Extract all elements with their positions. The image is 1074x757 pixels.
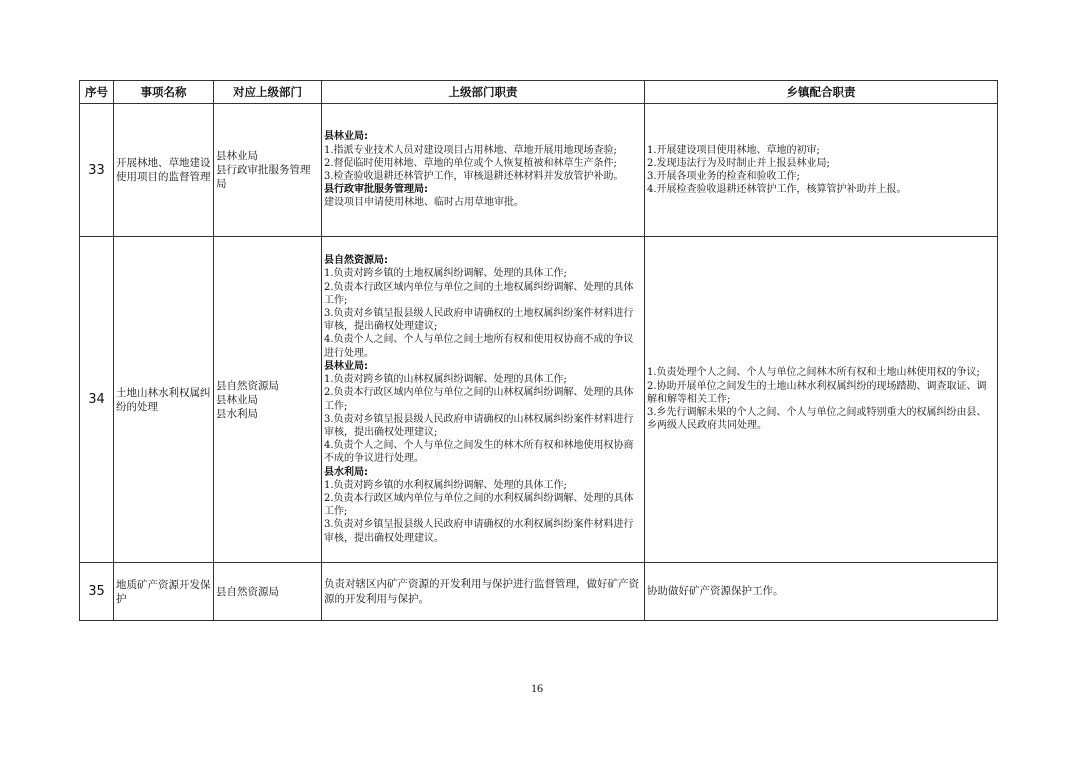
row-number: 33 bbox=[80, 104, 114, 237]
duty-section-head: 县行政审批服务管理局: bbox=[324, 184, 428, 196]
duty-section-head: 县林业局: bbox=[324, 360, 368, 372]
table-row bbox=[80, 563, 998, 621]
duty-line: 2.负责本行政区域内单位与单位之间的土地权属纠纷调解、处理的具体工作; bbox=[324, 281, 634, 306]
duty-line: 4.负责个人之间、个人与单位之间发生的林木所有权和林地使用权协商不成的争议进行处理。 bbox=[324, 440, 634, 465]
township-duty-cell bbox=[645, 104, 998, 237]
dept-item: 县自然资源局 bbox=[216, 379, 279, 392]
duty-section-head: 县自然资源局: bbox=[324, 255, 388, 267]
col-header-superior-duty: 上级部门职责 bbox=[322, 81, 645, 104]
duty-line: 4.负责个人之间、个人与单位之间土地所有权和使用权协商不成的争议进行处理。 bbox=[324, 334, 634, 359]
duty-table bbox=[79, 80, 998, 621]
dept-list bbox=[214, 237, 322, 563]
duty-section-head: 县水利局: bbox=[324, 466, 368, 478]
duty-line: 1.负责对跨乡镇的山林权属纠纷调解、处理的具体工作; bbox=[324, 374, 567, 386]
row-number: 34 bbox=[80, 237, 114, 563]
duty-line: 1.开展建设项目使用林地、草地的初审; bbox=[647, 144, 820, 156]
duty-line: 2.负责本行政区域内单位与单位之间的水利权属纠纷调解、处理的具体工作; bbox=[324, 492, 634, 518]
duty-line: 建设项目申请使用林地、临时占用草地审批。 bbox=[324, 197, 524, 209]
duty-section-head: 县林业局: bbox=[324, 131, 368, 143]
duty-line: 1.负责对跨乡镇的水利权属纠纷调解、处理的具体工作; bbox=[324, 479, 567, 491]
dept-item: 县林业局 bbox=[216, 150, 258, 162]
duty-line: 1.负责对跨乡镇的土地权属纠纷调解、处理的具体工作; bbox=[324, 268, 567, 280]
duty-line: 3.开展各项业务的检查和验收工作; bbox=[647, 171, 800, 182]
item-name: 地质矿产资源开发保护 bbox=[114, 563, 214, 621]
township-duty-cell: 协助做好矿产资源保护工作。 bbox=[645, 563, 998, 621]
header-row bbox=[80, 81, 998, 104]
duty-line: 1.指派专业技术人员对建设项目占用林地、草地开展用地现场查验; bbox=[324, 144, 617, 156]
item-name: 开展林地、草地建设使用项目的监督管理 bbox=[114, 104, 214, 237]
dept-list bbox=[214, 104, 322, 237]
dept-item: 县行政审批服务管理局 bbox=[216, 164, 311, 190]
duty-line: 2.督促临时使用林地、草地的单位或个人恢复植被和林草生产条件; bbox=[324, 157, 617, 169]
duty-line: 3.乡先行调解未果的个人之间、个人与单位之间或特别重大的权属纠纷由县、乡两级人民政府共同处理。 bbox=[647, 407, 987, 432]
duty-line: 2.协助开展单位之间发生的土地山林水利权属纠纷的现场踏勘、调查取证、调解和解等相关工作; bbox=[647, 380, 987, 405]
duty-line: 3.负责对乡镇呈报县级人民政府申请确权的土地权属纠纷案件材料进行审核，提出确权处理建议; bbox=[324, 308, 634, 333]
duty-line: 3.负责对乡镇呈报县级人民政府申请确权的水利权属纠纷案件材料进行审核，提出确权处理建议。 bbox=[324, 519, 634, 544]
col-header-township-duty: 乡镇配合职责 bbox=[645, 81, 998, 104]
col-header-item-name: 事项名称 bbox=[114, 81, 214, 104]
superior-duty-cell bbox=[322, 237, 645, 563]
duty-line: 3.负责对乡镇呈报县级人民政府申请确权的山林权属纠纷案件材料进行审核，提出确权处理建议; bbox=[324, 413, 634, 438]
dept-item: 县水利局 bbox=[216, 407, 258, 420]
table-row bbox=[80, 104, 998, 237]
dept-item: 县自然资源局 bbox=[216, 585, 279, 598]
table-row bbox=[80, 237, 998, 563]
duty-line: 2.负责本行政区域内单位与单位之间的山林权属纠纷调解、处理的具体工作; bbox=[324, 387, 634, 412]
row-number: 35 bbox=[80, 563, 114, 621]
duty-line: 3.检查验收退耕还林管护工作，审核退耕还林材料并发放管护补助。 bbox=[324, 171, 624, 182]
col-header-dept: 对应上级部门 bbox=[214, 81, 322, 104]
duty-line: 2.发现违法行为及时制止并上报县林业局; bbox=[647, 157, 830, 169]
dept-list bbox=[214, 563, 322, 621]
township-duty-cell bbox=[645, 237, 998, 563]
duty-line: 1.负责处理个人之间、个人与单位之间林木所有权和土地山林使用权的争议; bbox=[647, 367, 980, 379]
superior-duty-cell: 负责对辖区内矿产资源的开发利用与保护进行监督管理，做好矿产资源的开发利用与保护。 bbox=[322, 563, 645, 621]
dept-item: 县林业局 bbox=[216, 393, 258, 406]
superior-duty-cell bbox=[322, 104, 645, 237]
duty-line: 4.开展检查验收退耕还林管护工作，核算管护补助并上报。 bbox=[647, 184, 907, 196]
item-name: 土地山林水利权属纠纷的处理 bbox=[114, 237, 214, 563]
col-header-no: 序号 bbox=[80, 81, 114, 104]
page-number: 16 bbox=[531, 681, 543, 695]
